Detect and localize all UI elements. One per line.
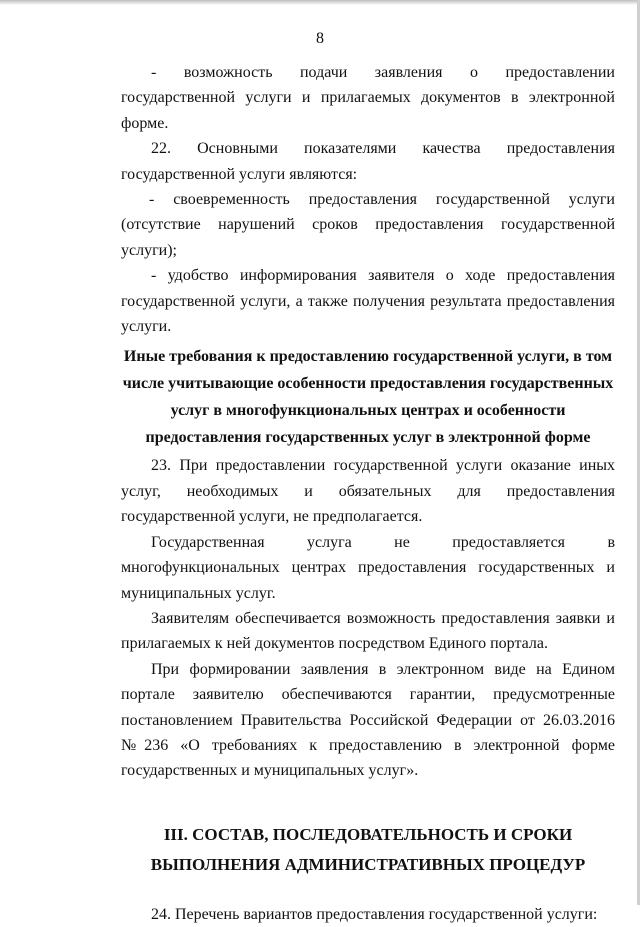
paragraph-informing-convenience: - удобство информирования заявителя о ходе предоставления государственной услуги, а также получения результата предоставления услуги. [121, 267, 615, 336]
paragraph-22-quality-indicators: 22. Основными показателями качества предоставления государственной услуги являются: [121, 140, 615, 183]
scan-top-edge [0, 0, 640, 5]
page-number: 8 [316, 30, 324, 47]
document-body [121, 60, 615, 927]
paragraph-timeliness: - своевременность предоставления государственной услуги (отсутствие нарушений сроков предоставления государственной услуги); [121, 191, 615, 259]
subheading-other-requirements: Иные требования к предоставлению государственной услуги, в том числе учитывающие особенности предоставления государственных услуг в многофункциональных центрах и особенности предоставления государственных услуг в электронной форме [122, 348, 614, 447]
paragraph-23-other-services: 23. При предоставлении государственной услуги оказание иных услуг, необходимых и обязательных для предоставления государственной услуги, не предполагается. [121, 457, 615, 526]
paragraph-electronic-submission: - возможность подачи заявления о предоставлении государственной услуги и прилагаемых документов в электронной форме. [121, 64, 615, 132]
paragraph-mfc: Государственная услуга не предоставляется в многофункциональных центрах предоставления государственных и муниципальных услуг. [121, 533, 615, 602]
paragraph-24-variants: 24. Перечень вариантов предоставления государственной услуги: [151, 905, 598, 923]
paragraph-guarantees: При формировании заявления в электронном виде на Едином портале заявителю обеспечиваются гарантии, предусмотренные постановлением Правительства Российской Федерации от 26.03.2016 №236 «О требованиях к предоставлению в электронной форме государственных и муниципальных услуг». [121, 660, 615, 780]
paragraph-single-portal: Заявителям обеспечивается возможность предоставления заявки и прилагаемых к ней документов посредством Единого портала. [121, 609, 615, 653]
section-heading-iii: III. СОСТАВ, ПОСЛЕДОВАТЕЛЬНОСТЬ И СРОКИ ВЫПОЛНЕНИЯ АДМИНИСТРАТИВНЫХ ПРОЦЕДУР [150, 824, 586, 874]
